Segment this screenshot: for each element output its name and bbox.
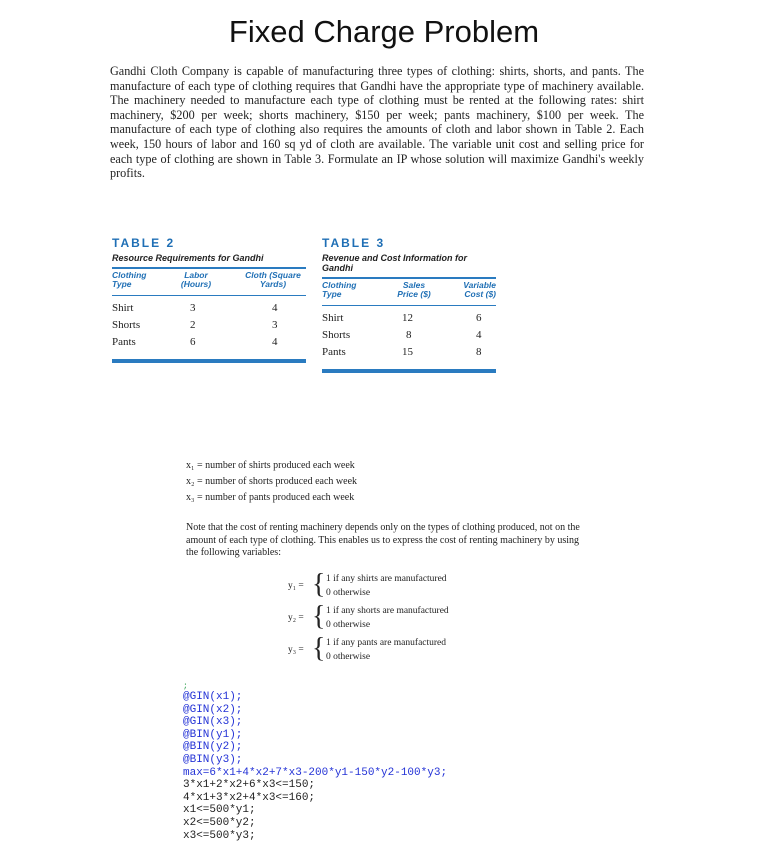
table-row bbox=[112, 300, 306, 317]
table-3-cell: 8 bbox=[476, 346, 482, 358]
code-line: 3*x1+2*x2+6*x3<=150; bbox=[183, 779, 316, 792]
code-line: 4*x1+3*x2+4*x3<=160; bbox=[183, 791, 316, 804]
table-2-cell: Shirt bbox=[112, 302, 134, 314]
table-2-cell: 3 bbox=[272, 319, 278, 331]
binary-one-text: 1 if any shorts are manufactured bbox=[326, 606, 449, 616]
table-2-header-type: Clothing Type bbox=[112, 270, 147, 289]
table-2-cell: Pants bbox=[112, 336, 136, 348]
table-2-header-cloth: Cloth (Square Yards) bbox=[245, 270, 301, 289]
page-title: Fixed Charge Problem bbox=[228, 14, 540, 49]
code-line: x3<=500*y3; bbox=[183, 829, 256, 842]
table-row bbox=[322, 327, 496, 344]
code-line: @GIN(x3); bbox=[183, 716, 243, 729]
table-2-header-labor: Labor (Hours) bbox=[180, 270, 212, 289]
table-3-cell: 6 bbox=[476, 312, 482, 324]
binary-one-text: 1 if any shirts are manufactured bbox=[326, 574, 447, 584]
table-3-bottom-rule bbox=[322, 369, 496, 373]
table-row bbox=[322, 310, 496, 327]
table-3-cell: 8 bbox=[406, 329, 412, 341]
table-2-cell: 2 bbox=[190, 319, 196, 331]
lingo-code-block bbox=[183, 683, 447, 842]
table-3-cell: Pants bbox=[322, 346, 346, 358]
table-3-header-price: Sales Price ($) bbox=[397, 280, 431, 299]
brace-icon: { bbox=[312, 601, 326, 632]
binary-zero-text: 0 otherwise bbox=[326, 588, 371, 598]
table-3-header-cost: Variable Cost ($) bbox=[463, 280, 496, 299]
table-2 bbox=[112, 236, 306, 363]
code-marker: ; bbox=[183, 682, 188, 691]
code-line: x1<=500*y1; bbox=[183, 804, 256, 817]
table-3 bbox=[322, 236, 496, 373]
table-3-caption: Revenue and Cost Information for Gandhi bbox=[322, 253, 468, 273]
variable-definition: x₁ = number of shirts produced each week bbox=[186, 460, 355, 471]
table-row bbox=[112, 334, 306, 351]
table-3-cell: 12 bbox=[402, 312, 413, 324]
table-2-label: TABLE 2 bbox=[112, 236, 176, 250]
table-3-cell: Shorts bbox=[322, 329, 351, 341]
binary-var-label: y₂ = bbox=[288, 613, 304, 623]
table-2-cell: 3 bbox=[190, 302, 196, 314]
variable-definition: x₃ = number of pants produced each week bbox=[186, 492, 355, 503]
code-line: @BIN(y2); bbox=[183, 741, 243, 754]
code-line: x2<=500*y2; bbox=[183, 816, 256, 829]
table-3-cell: 15 bbox=[402, 346, 413, 358]
code-line: @GIN(x2); bbox=[183, 703, 243, 716]
problem-paragraph: Gandhi Cloth Company is capable of manufacturing three types of clothing: shirts, shorts, and pants. The manufacture of each type of clothing requires that Gandhi have the appropriate type of machinery available. The machinery needed to manufacture each type of clothing must be rented at the following rates: shirt machinery, $200 per week; shorts machinery, $150 per week; pants machinery, $100 per week. The manufacture of each type of clothing also requires the amounts of cloth and labor shown in Table 2. Each week, 150 hours of labor and 160 sq yd of cloth are available. The variable unit cost and selling price for each type of clothing are shown in Table 3. Formulate an IP whose solution will maximize Gandhi's weekly profits. bbox=[110, 64, 644, 181]
note-paragraph: Note that the cost of renting machinery depends only on the types of clothing produced, not on the amount of each type of clothing. This enables us to express the cost of renting machinery by using the following variables: bbox=[186, 522, 580, 558]
table-3-cell: Shirt bbox=[322, 312, 344, 324]
table-2-cell: 4 bbox=[272, 336, 278, 348]
table-2-caption: Resource Requirements for Gandhi bbox=[112, 253, 264, 263]
table-3-header-type: Clothing Type bbox=[322, 280, 357, 299]
binary-var-label: y₁ = bbox=[288, 581, 304, 591]
code-line: @BIN(y1); bbox=[183, 728, 243, 741]
table-2-bottom-rule bbox=[112, 359, 306, 363]
code-line: @BIN(y3); bbox=[183, 753, 243, 766]
binary-one-text: 1 if any pants are manufactured bbox=[326, 638, 447, 648]
table-3-header bbox=[322, 279, 496, 305]
table-2-cell: 4 bbox=[272, 302, 278, 314]
table-2-cell: 6 bbox=[190, 336, 196, 348]
binary-var-label: y₃ = bbox=[288, 645, 304, 655]
table-row bbox=[112, 317, 306, 334]
table-row bbox=[322, 344, 496, 361]
table-2-cell: Shorts bbox=[112, 319, 141, 331]
table-2-header bbox=[112, 269, 306, 295]
table-3-cell: 4 bbox=[476, 329, 482, 341]
code-line: @GIN(x1); bbox=[183, 691, 243, 703]
binary-zero-text: 0 otherwise bbox=[326, 620, 371, 630]
code-line: max=6*x1+4*x2+7*x3-200*y1-150*y2-100*y3; bbox=[183, 766, 448, 779]
variable-definition: x₂ = number of shorts produced each week bbox=[186, 476, 358, 487]
brace-icon: { bbox=[312, 569, 326, 600]
brace-icon: { bbox=[312, 633, 326, 664]
binary-zero-text: 0 otherwise bbox=[326, 652, 371, 662]
table-3-label: TABLE 3 bbox=[322, 236, 386, 250]
